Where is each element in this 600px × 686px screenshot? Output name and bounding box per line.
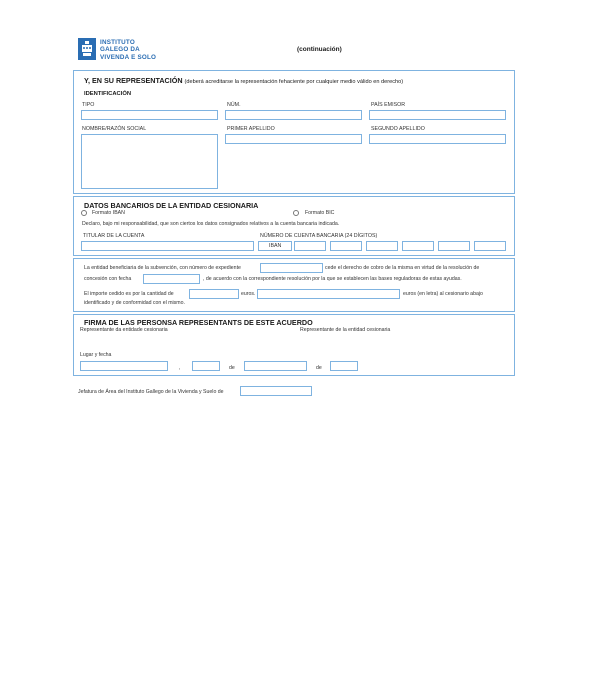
primer-apellido-label: PRIMER APELLIDO [227,126,275,132]
cession-line4: identificado y de conformidad con el mismo. [84,300,185,306]
bank-section [73,196,515,256]
month-field[interactable] [244,361,307,371]
cession-line2b: , de acuerdo con la correspondiente resolución por la que se establecen las bases reguladoras de estas ayudas. [203,276,462,282]
amount-words-field[interactable] [257,289,400,299]
logo-line: INSTITUTO [100,39,135,46]
pais-field[interactable] [369,110,506,120]
logo-line: GALEGO DA [100,46,140,54]
account-block-2[interactable] [330,241,362,251]
account-block-6[interactable] [474,241,506,251]
de-sep-2: de [316,365,322,371]
cession-line1a: La entidad beneficiaria de la subvención, con número de expediente [84,265,241,271]
iban-format-radio[interactable] [81,210,87,216]
logo-line: VIVENDA E SOLO [100,53,157,61]
jefatura-label: Jefatura de Área del Instituto Gallego de la Vivienda y Suelo de [78,389,224,395]
jefatura-field[interactable] [240,386,312,396]
logo-icon [78,38,96,60]
identification-heading: IDENTIFICACIÓN [84,91,132,97]
primer-apellido-field[interactable] [225,134,362,144]
pais-label: PAÍS EMISOR [371,102,406,108]
bic-format-radio[interactable] [293,210,299,216]
de-sep-1: de [229,365,235,371]
signature-section [73,314,515,376]
account-block-1[interactable] [294,241,326,251]
holder-field[interactable] [81,241,254,251]
day-field[interactable] [192,361,220,371]
year-field[interactable] [330,361,358,371]
tipo-label: TIPO [82,102,95,108]
account-block-5[interactable] [438,241,470,251]
account-block-4[interactable] [402,241,434,251]
bic-format-label: Formato BIC [305,210,335,216]
logo-text [100,39,156,61]
section-title [84,76,403,85]
cession-line2a: concesión con fecha [84,276,132,282]
expediente-field[interactable] [260,263,323,273]
signature-title: FIRMA DE LAS PERSONSA REPRESENTANTS DE ESTE ACUERDO [84,318,313,327]
comma-sep: , [179,365,181,371]
representation-note: (deberá acreditarse la representación fehaciente por cualquier medio válido en derecho) [184,79,404,85]
nombre-field[interactable] [81,134,218,189]
continuation-label: (continuación) [297,46,342,53]
rep2-label: Representante de la entidad cesionaria [300,327,391,333]
representation-section [73,70,515,194]
segundo-apellido-field[interactable] [369,134,506,144]
tipo-field[interactable] [81,110,218,120]
rep1-label: Representante da entidade cesionaria [80,327,168,333]
amount-field[interactable] [189,289,239,299]
segundo-apellido-label: SEGUNDO APELLIDO [371,126,425,132]
nombre-label: NOMBRE/RAZÓN SOCIAL [82,126,147,132]
cession-section [73,258,515,312]
account-label: NÚMERO DE CUENTA BANCARIA (24 DÍGITOS) [260,233,378,239]
iban-format-label: Formato IBAN [92,210,125,216]
fecha-field[interactable] [143,274,200,284]
bank-declaration: Declaro, bajo mi responsabilidad, que son ciertos los datos consignados relativos a la cuenta bancaria indicada. [82,221,340,227]
holder-label: TITULAR DE LA CUENTA [83,233,145,239]
account-block-3[interactable] [366,241,398,251]
place-label: Lugar y fecha [80,352,112,358]
cession-line3b: euros. [241,291,256,297]
num-label: NÚM. [227,102,241,108]
cession-line3a: El importe cedido es por la cantidad de [84,291,174,297]
place-field[interactable] [80,361,168,371]
cession-line1b: cede el derecho de cobro de la misma en virtud de la resolución de [325,265,480,271]
num-field[interactable] [225,110,362,120]
iban-label: IBAN [269,243,282,249]
cession-line3c: euros (en letra) al cesionario abajo [403,291,483,297]
representation-title: Y, EN SU REPRESENTACIÓN [84,76,183,85]
bank-title: DATOS BANCARIOS DE LA ENTIDAD CESIONARIA [84,201,259,210]
